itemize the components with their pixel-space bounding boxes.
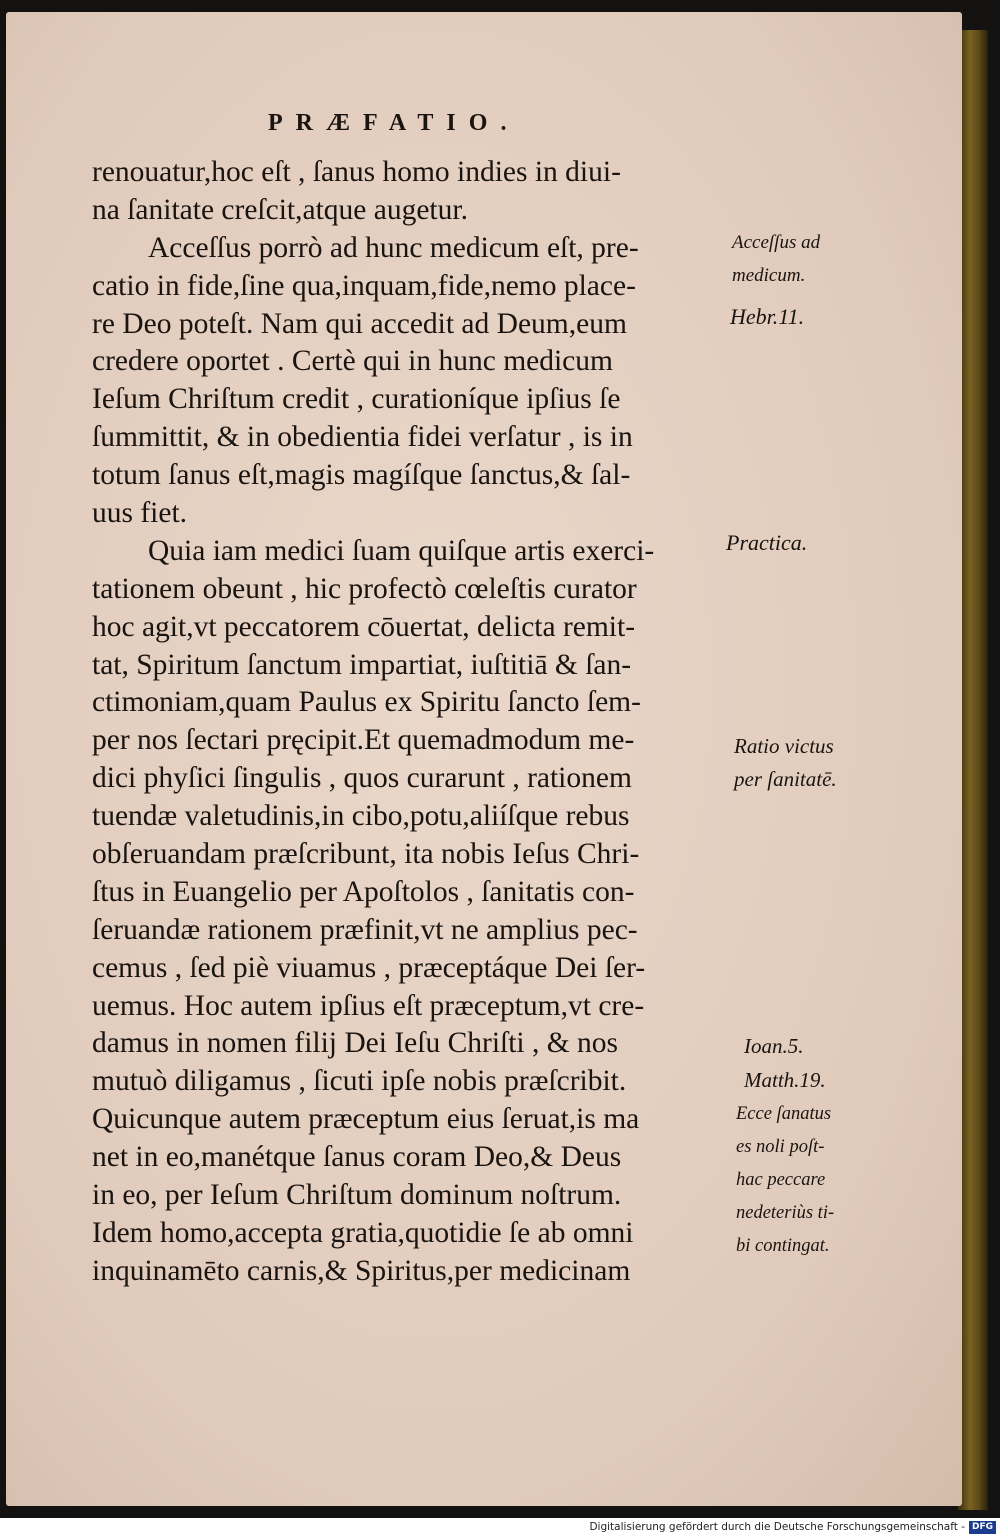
margin-note-matth: Matth.19.	[744, 1068, 826, 1092]
margin-note-ratio	[734, 730, 837, 796]
text-line: ſtus in Euangelio per Apoſtolos , ſanitatis con-	[92, 875, 635, 908]
text-line: ctimoniam,quam Paulus ex Spiritu ſancto ſem-	[92, 686, 641, 719]
text-line: tuendæ valetudinis,in cibo,potu,aliíſque rebus	[92, 800, 630, 833]
book-page	[6, 12, 962, 1506]
dfg-logo: DFG	[969, 1521, 996, 1534]
text-line: na ſanitate creſcit,atque augetur.	[92, 193, 468, 226]
text-line: ſummittit, & in obedientia fidei verſatur , is in	[92, 421, 633, 454]
margin-note-line: Ratio victus	[734, 734, 834, 758]
text-line: credere oportet . Certè qui in hunc medicum	[92, 345, 613, 378]
text-line: catio in fide,ſine qua,inquam,fide,nemo place-	[92, 269, 636, 302]
text-line: hoc agit,vt peccatorem cōuertat, delicta remit-	[92, 610, 636, 643]
text-line: damus in nomen filij Dei Ieſu Chriſti , & nos	[92, 1027, 619, 1060]
text-line: totum ſanus eſt,magis magíſque ſanctus,& ſal-	[92, 459, 631, 492]
text-line: uus fiet.	[92, 497, 188, 530]
margin-note-line: nedeteriùs ti-	[736, 1203, 835, 1223]
margin-note-line: per ſanitatē.	[734, 767, 837, 791]
margin-note-line: es noli poſt-	[736, 1137, 825, 1157]
margin-note-line: Acceſſus ad	[732, 232, 821, 253]
running-header: PRÆFATIO.	[268, 110, 520, 136]
margin-note-line: hac peccare	[736, 1170, 826, 1190]
text-line: in eo, per Ieſum Chriſtum dominum noſtrum.	[92, 1179, 622, 1212]
text-line: Ieſum Chriſtum credit , curationíque ipſius ſe	[92, 383, 621, 416]
text-line: tat, Spiritum ſanctum impartiat, iuſtitiā & ſan-	[92, 648, 632, 681]
text-line: cemus , ſed piè viuamus , præceptáque Dei ſer-	[92, 951, 646, 984]
margin-note-line: bi contingat.	[736, 1236, 830, 1256]
text-line: tationem obeunt , hic profectò cœleſtis curator	[92, 572, 637, 605]
text-line: uemus. Hoc autem ipſius eſt præceptum,vt cre-	[92, 989, 645, 1022]
book-cover-edge	[958, 30, 988, 1510]
text-line: Idem homo,accepta gratia,quotidie ſe ab omni	[92, 1216, 634, 1249]
footer-credit	[0, 1518, 1000, 1537]
margin-note-hebr: Hebr.11.	[730, 304, 805, 329]
margin-note-ecce	[736, 1098, 834, 1263]
margin-note-line: medicum.	[732, 265, 806, 286]
margin-note-line: Ecce ſanatus	[736, 1104, 832, 1124]
text-line: inquinamēto carnis,& Spiritus,per medicinam	[92, 1254, 631, 1287]
text-line: Quicunque autem præceptum eius ſeruat,is ma	[92, 1103, 640, 1136]
text-line: ſeruandæ rationem præfinit,vt ne amplius pec-	[92, 913, 638, 946]
text-line: obſeruandam præſcribunt, ita nobis Ieſus Chri-	[92, 838, 640, 871]
text-line: renouatur,hoc eſt , ſanus homo indies in diui-	[92, 156, 621, 188]
body-text	[92, 154, 732, 1291]
text-line: Quia iam medici ſuam quiſque artis exerci-	[148, 534, 655, 567]
text-line: net in eo,manétque ſanus coram Deo,& Deus	[92, 1141, 622, 1174]
text-line: per nos ſectari pręcipit.Et quemadmodum me-	[92, 724, 635, 757]
margin-note-ioan: Ioan.5.	[744, 1034, 804, 1058]
margin-note-practica: Practica.	[726, 530, 808, 555]
footer-credit-text: Digitalisierung gefördert durch die Deutsche Forschungsgemeinschaft -	[589, 1521, 965, 1533]
text-line: dici phyſici ſingulis , quos curarunt , rationem	[92, 762, 632, 795]
text-line: mutuò diligamus , ſicuti ipſe nobis præſcribit.	[92, 1065, 627, 1098]
margin-note-accessus	[732, 226, 820, 292]
text-line: re Deo poteſt. Nam qui accedit ad Deum,eum	[92, 307, 627, 340]
text-line: Acceſſus porrò ad hunc medicum eſt, pre-	[148, 231, 639, 264]
